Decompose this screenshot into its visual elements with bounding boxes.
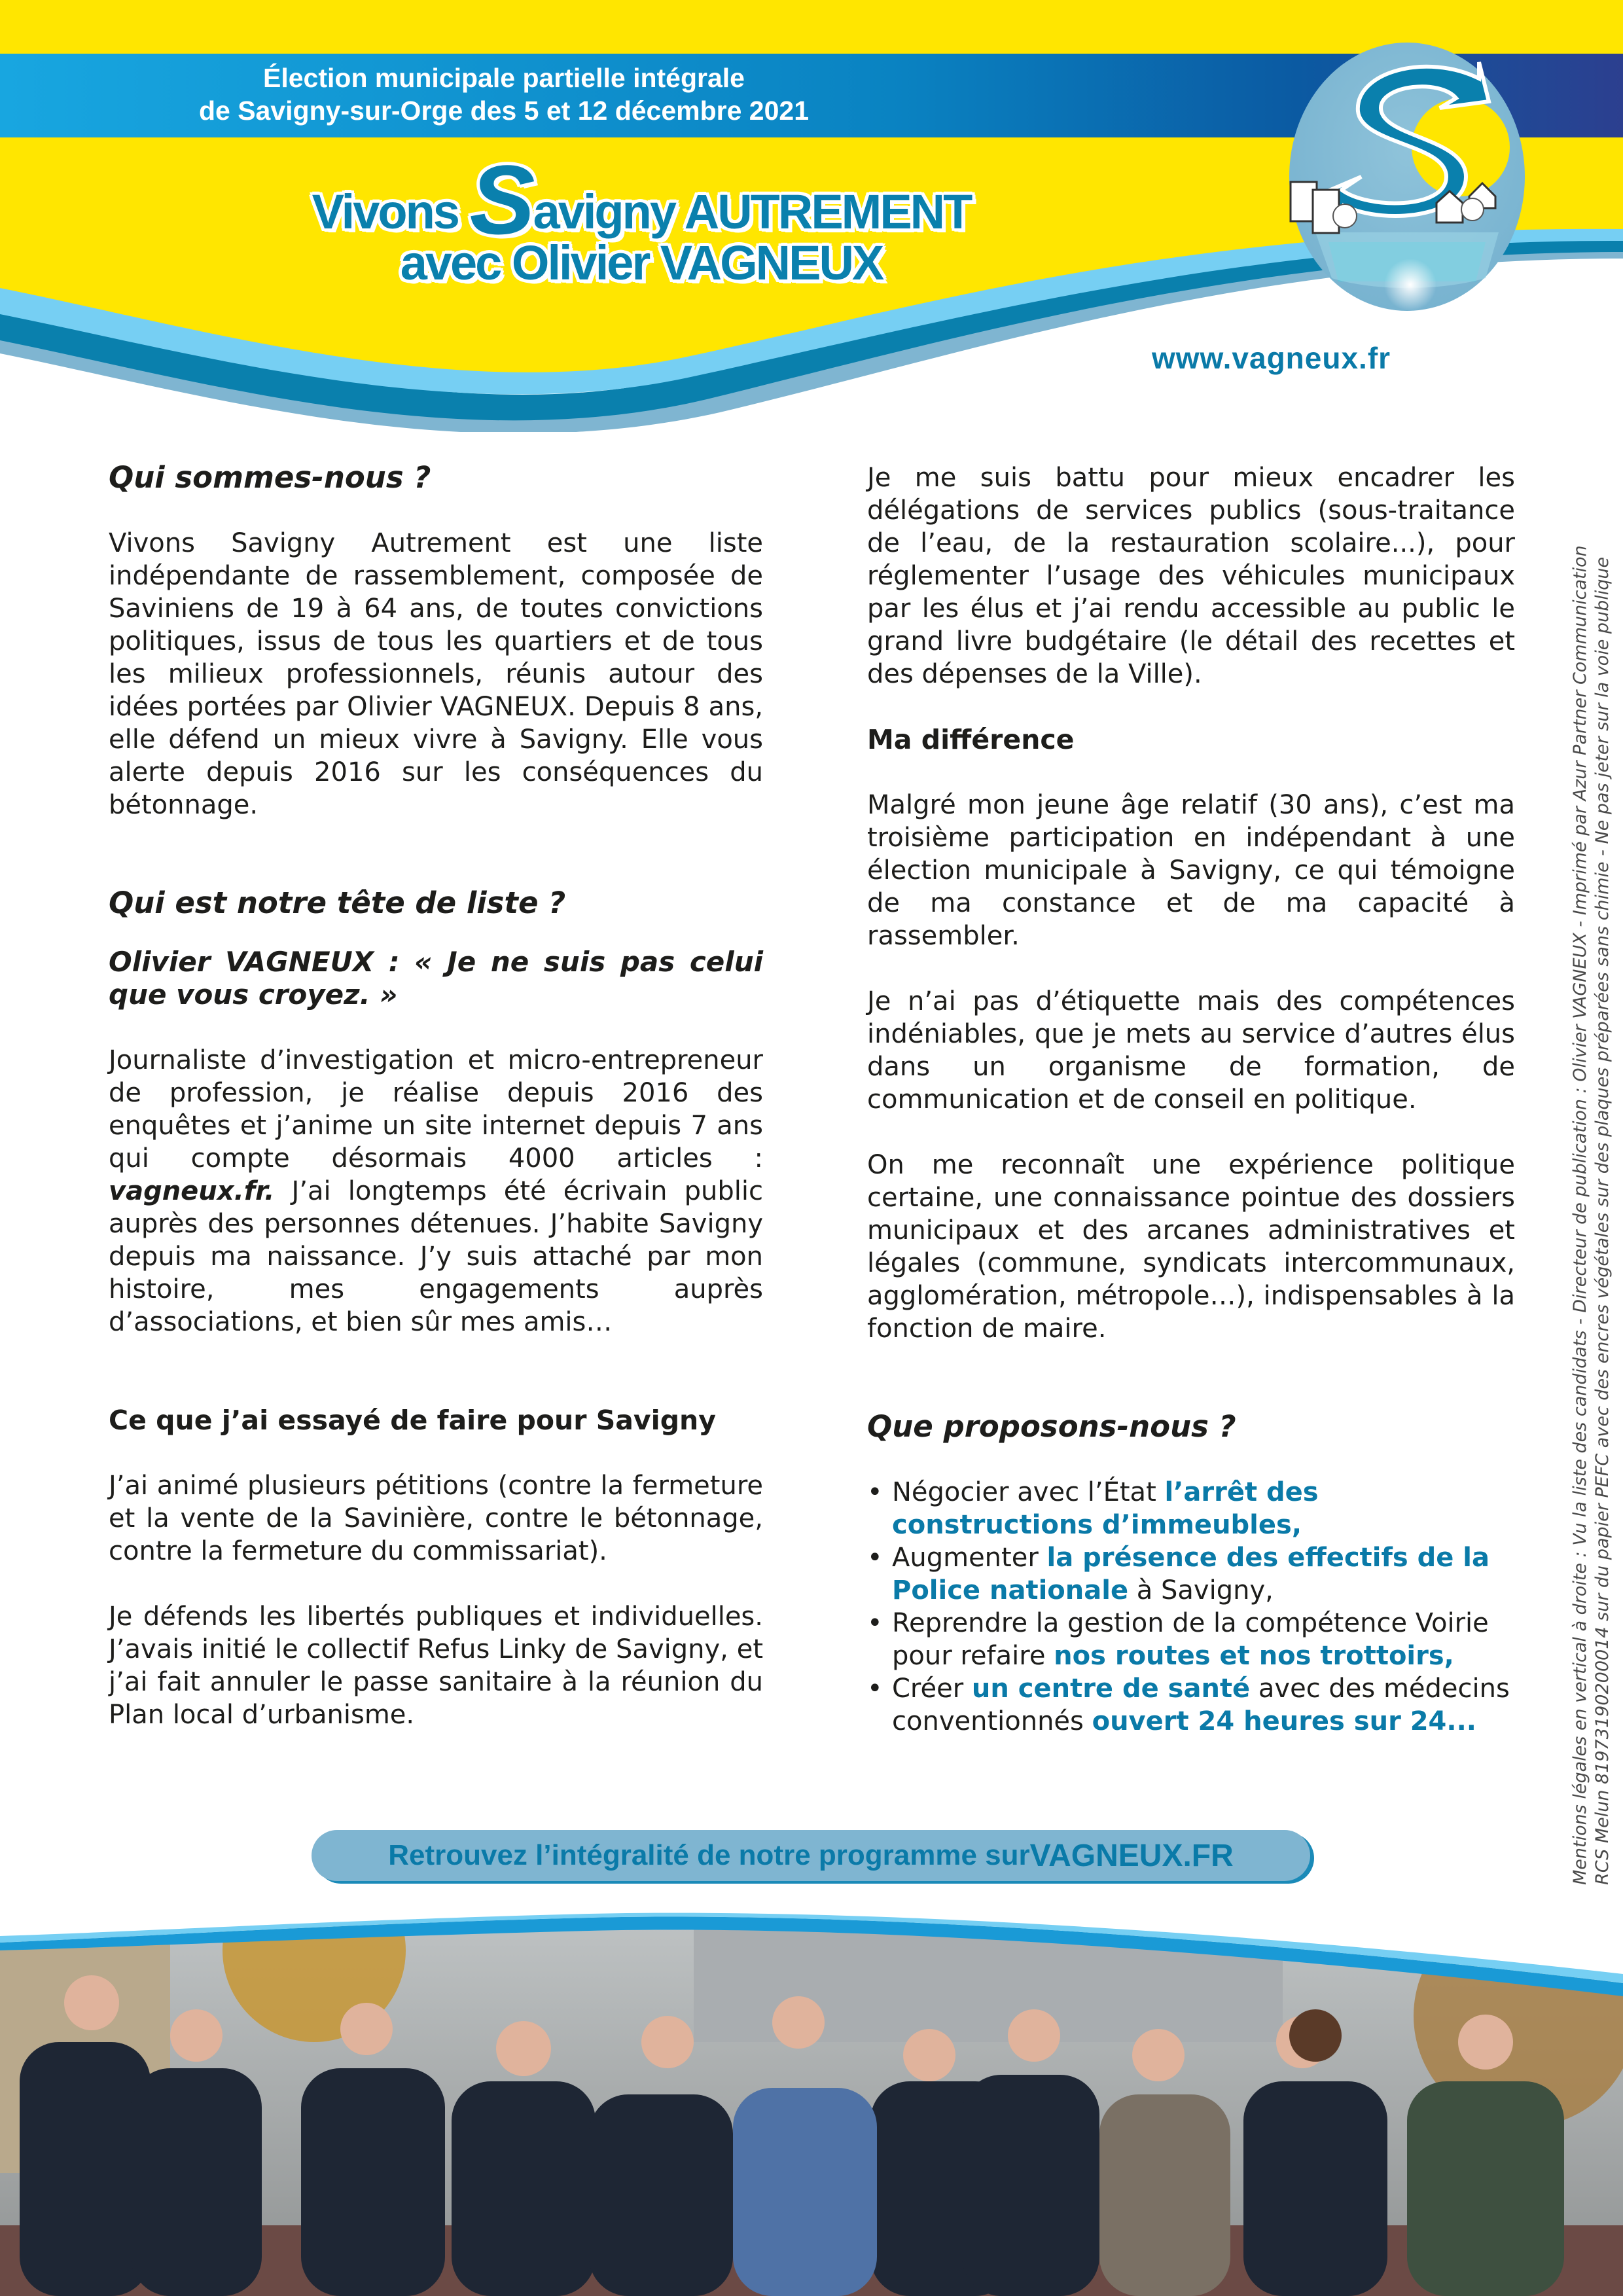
- campaign-title-line2: avec Olivier VAGNEUX: [400, 236, 883, 290]
- section-body-tete-de-liste: [109, 1044, 763, 1338]
- header: [0, 0, 1623, 432]
- section-title-que-proposons-nous: Que proposons-nous ?: [867, 1409, 1236, 1444]
- campaign-title-line1: [275, 145, 1008, 255]
- bullet-icon: •: [867, 1674, 883, 1704]
- savigny-s-logo: [1289, 43, 1525, 311]
- section-body-experience: On me reconnaît une expérience politique certaine, une connaissance pointue des dossiers municipaux et des arcanes administratives et légales (commune, syndicats intercommunaux, agglomération, métropole…), indispensables à la fonction de maire.: [867, 1150, 1515, 1344]
- title-word-vivons: Vivons: [312, 185, 458, 239]
- proposal-item: [867, 1476, 1515, 1541]
- bullet-icon: •: [867, 1477, 883, 1507]
- left-column: [109, 461, 763, 1731]
- section-body-age: Malgré mon jeune âge relatif (30 ans), c’est ma troisième participation en indépendant à une élection municipale à Savigny, ce qui témoigne de ma constance et de ma capacité à rassembler.: [867, 790, 1515, 951]
- section-title-tete-de-liste: Qui est notre tête de liste ?: [109, 886, 566, 920]
- title-big-s: S: [469, 145, 533, 255]
- group-photo: [0, 1911, 1623, 2296]
- section-body-libertes: Je défends les libertés publiques et individuelles. J’avais initié le collectif Refus Linky de Savigny, et j’ai fait annuler le passe sanitaire à la réunion du Plan local d’urbanisme.: [109, 1602, 763, 1730]
- election-title-line1: Élection municipale partielle intégrale: [263, 63, 745, 93]
- election-title-line2: de Savigny-sur-Orge des 5 et 12 décembre 2021: [198, 96, 810, 126]
- proposal-text: Créer: [892, 1674, 972, 1704]
- program-cta-button[interactable]: [312, 1830, 1310, 1881]
- section-body-qui-sommes-nous: Vivons Savigny Autrement est une liste indépendante de rassemblement, composée de Saviniens de 19 à 64 ans, de toutes convictions politiques, issus de tous les quartiers et de tous les milieux professionnels, réunis autour des idées portées par Olivier VAGNEUX. Depuis 8 ans, elle défend un mieux vivre à Savigny. Elle vous alerte depuis 2016 sur les conséquences du bétonnage.: [109, 528, 763, 820]
- proposal-item: [867, 1607, 1515, 1672]
- campaign-title: [275, 145, 1008, 290]
- bio-site-link[interactable]: vagneux.fr.: [109, 1176, 275, 1206]
- candidate-quote: Olivier VAGNEUX : « Je ne suis pas celui que vous croyez. »: [109, 946, 763, 1011]
- proposal-item: [867, 1541, 1515, 1607]
- proposal-text: à Savigny,: [1128, 1575, 1274, 1605]
- section-body-etiquette: Je n’ai pas d’étiquette mais des compétences indéniables, que je mets au service d’autres élus dans un organisme de formation, de communication et de conseil en politique.: [867, 986, 1515, 1115]
- right-column: [867, 461, 1515, 1738]
- proposal-highlight: nos routes et nos trottoirs,: [1054, 1641, 1454, 1671]
- section-body-petitions: J’ai animé plusieurs pétitions (contre la fermeture et la vente de la Savinière, contre le bétonnage, contre la fermeture du commissariat).: [109, 1471, 763, 1566]
- proposal-highlight: un centre de santé: [971, 1674, 1251, 1704]
- legal-line-1: Mentions légales en vertical à droite : Vu la liste des candidats - Directeur de publication : Olivier VAGNEUX - Imprimé par Azur Partner Communication: [1570, 545, 1590, 1885]
- website-link[interactable]: www.vagneux.fr: [1152, 341, 1391, 375]
- bio-text-b: J’ai longtemps été écrivain public auprès des personnes détenues. J’habite Savigny depuis ma naissance. J’y suis attaché par mon histoire, mes engagements auprès d’associations, et bien sûr mes amis…: [109, 1176, 763, 1337]
- proposal-text: Négocier avec l’État: [892, 1477, 1165, 1507]
- proposal-highlight: l’arrêt des constructions d’immeubles,: [892, 1477, 1319, 1540]
- group-photo-image: [0, 1911, 1623, 2296]
- proposal-text: Augmenter: [892, 1543, 1047, 1573]
- legal-mentions: [1569, 545, 1614, 1885]
- bio-text-a: Journaliste d’investigation et micro-entrepreneur de profession, je réalise depuis 2016 des enquêtes et j’anime un site internet depuis 7 ans qui compte désormais 4000 articles :: [109, 1045, 763, 1174]
- proposal-highlight: la présence des effectifs de la Police nationale: [892, 1543, 1490, 1605]
- legal-line-2: RCS Melun 819731902000​14 sur du papier PEFC avec des encres végétales sur des plaques préparées sans chimie - Ne pas jeter sur la voie publique: [1592, 556, 1613, 1885]
- section-body-delegations: Je me suis battu pour mieux encadrer les délégations de services publics (sous-traitance de l’eau, de la restauration scolaire...), pour réglementer l’usage des véhicules municipaux par les élus et j’ai rendu accessible au public le grand livre budgétaire (le détail des recettes et des dépenses de la Ville).: [867, 463, 1515, 689]
- bullet-icon: •: [867, 1608, 883, 1638]
- proposal-item: [867, 1672, 1515, 1738]
- cta-link[interactable]: VAGNEUX.FR: [1029, 1838, 1234, 1873]
- proposal-text: avec des médecins conventionnés: [892, 1674, 1510, 1736]
- bullet-icon: •: [867, 1543, 883, 1573]
- proposals-list: [867, 1476, 1515, 1738]
- proposal-text: Reprendre la gestion de la compétence Voirie pour refaire: [892, 1608, 1489, 1671]
- title-savigny-autrement: avigny AUTREMENT: [533, 185, 971, 239]
- cta-text: Retrouvez l’intégralité de notre programme sur: [388, 1839, 1030, 1871]
- section-title-qui-sommes-nous: Qui sommes-nous ?: [109, 460, 431, 495]
- section-title-ma-difference: Ma différence: [867, 724, 1075, 755]
- proposal-highlight: ouvert 24 heures sur 24...: [1092, 1706, 1476, 1736]
- section-title-ce-que-jai-fait: Ce que j’ai essayé de faire pour Savigny: [109, 1405, 716, 1436]
